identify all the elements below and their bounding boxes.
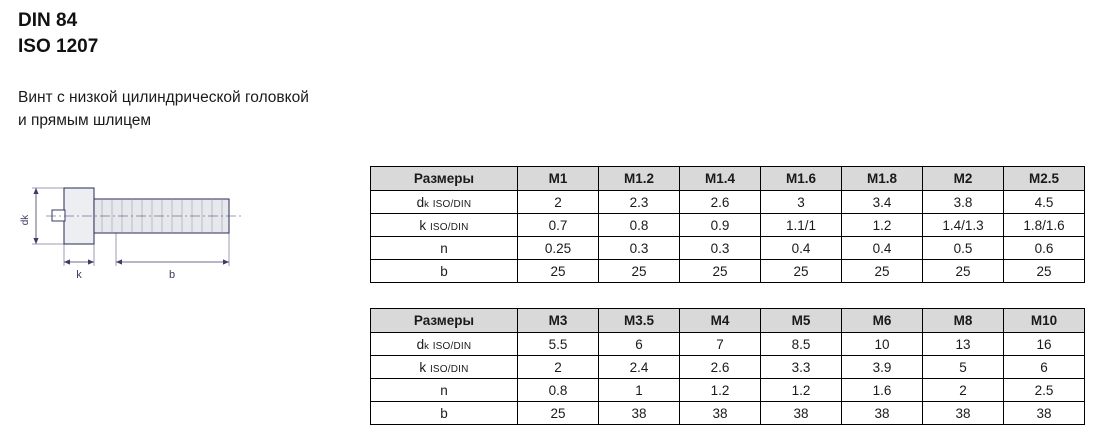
- table-1-cell-1-4: 1.2: [842, 214, 923, 237]
- table-2-cell-0-0: 5.5: [518, 333, 599, 356]
- table-1-cell-2-1: 0.3: [599, 237, 680, 260]
- left-column: [18, 8, 358, 132]
- screw-drawing-svg: [6, 166, 256, 286]
- b-arrow-left: [116, 259, 122, 264]
- table-1-cell-1-3: 1.1/1: [761, 214, 842, 237]
- b-arrow-right: [223, 259, 229, 264]
- table-1-cell-0-2: 2.6: [680, 191, 761, 214]
- table-1-row-1-label-main: k: [419, 217, 427, 233]
- table-header-row: [371, 167, 1085, 191]
- table-1-cell-2-5: 0.5: [923, 237, 1004, 260]
- table-1-header-2: M1.2: [599, 167, 680, 191]
- dimensions-table-small: [370, 166, 1085, 283]
- standard-line-iso: ISO 1207: [18, 36, 99, 57]
- dk-arrow-bottom: [33, 238, 38, 244]
- dimensions-table-large: [370, 308, 1085, 425]
- table-2-cell-3-3: 38: [761, 402, 842, 425]
- spec-table-2: [370, 308, 1085, 425]
- table-2-header-7: M10: [1004, 309, 1085, 333]
- table-1-header-6: M2: [923, 167, 1004, 191]
- table-2-body: [371, 333, 1085, 425]
- table-1-cell-2-4: 0.4: [842, 237, 923, 260]
- table-1-cell-3-2: 25: [680, 260, 761, 283]
- table-1-header-4: M1.6: [761, 167, 842, 191]
- description-line-2: и прямым шлицем: [18, 112, 152, 129]
- table-1-cell-0-1: 2.3: [599, 191, 680, 214]
- standard-line-din: DIN 84: [18, 10, 78, 31]
- table-2-cell-1-3: 3.3: [761, 356, 842, 379]
- table-1-row-0-label-main: d: [416, 194, 425, 210]
- table-2-cell-0-2: 7: [680, 333, 761, 356]
- table-2-row-3-label: b: [371, 402, 518, 425]
- table-row: [371, 191, 1085, 214]
- screw-technical-drawing: [6, 166, 256, 286]
- table-row: [371, 214, 1085, 237]
- table-2-header-3: M4: [680, 309, 761, 333]
- table-1-cell-2-2: 0.3: [680, 237, 761, 260]
- table-2-cell-1-1: 2.4: [599, 356, 680, 379]
- table-1-body: [371, 191, 1085, 283]
- table-2-cell-3-2: 38: [680, 402, 761, 425]
- table-2-header-1: M3: [518, 309, 599, 333]
- table-2-header-2: M3.5: [599, 309, 680, 333]
- table-2-cell-2-4: 1.6: [842, 379, 923, 402]
- b-dimension-label: b: [168, 269, 176, 281]
- table-1-cell-3-5: 25: [923, 260, 1004, 283]
- table-2-cell-2-0: 0.8: [518, 379, 599, 402]
- table-1-cell-0-5: 3.8: [923, 191, 1004, 214]
- table-2-cell-1-2: 2.6: [680, 356, 761, 379]
- spec-table-1: [370, 166, 1085, 283]
- table-2-cell-2-3: 1.2: [761, 379, 842, 402]
- table-row: [371, 333, 1085, 356]
- table-2-cell-2-5: 2: [923, 379, 1004, 402]
- table-row: [371, 379, 1085, 402]
- table-2-cell-2-2: 1.2: [680, 379, 761, 402]
- table-1-cell-3-4: 25: [842, 260, 923, 283]
- table-1-cell-3-3: 25: [761, 260, 842, 283]
- k-dimension-label: k: [76, 269, 82, 281]
- table-2-cell-0-6: 16: [1004, 333, 1085, 356]
- table-1-head: [371, 167, 1085, 191]
- table-row: [371, 402, 1085, 425]
- product-description: [18, 86, 358, 132]
- table-1-row-0-label-tail: ISO/DIN: [432, 198, 472, 210]
- table-2-cell-1-6: 6: [1004, 356, 1085, 379]
- table-1-cell-1-6: 1.8/1.6: [1004, 214, 1085, 237]
- table-2-cell-3-1: 38: [599, 402, 680, 425]
- table-1-cell-1-0: 0.7: [518, 214, 599, 237]
- table-1-cell-0-0: 2: [518, 191, 599, 214]
- table-1-header-5: M1.8: [842, 167, 923, 191]
- table-1-row-1-label: [371, 214, 518, 237]
- table-2-row-1-label: [371, 356, 518, 379]
- dk-arrow-top: [33, 188, 38, 194]
- table-1-cell-3-0: 25: [518, 260, 599, 283]
- table-2-row-0-label: [371, 333, 518, 356]
- table-1-cell-0-4: 3.4: [842, 191, 923, 214]
- table-2-header-4: M5: [761, 309, 842, 333]
- k-arrow-left: [64, 259, 70, 264]
- table-header-row: [371, 309, 1085, 333]
- screw-slot-shape: [52, 210, 65, 221]
- table-1-cell-2-6: 0.6: [1004, 237, 1085, 260]
- table-1-cell-2-3: 0.4: [761, 237, 842, 260]
- table-1-row-0-label-sub: k: [424, 198, 429, 210]
- table-1-header-7: M2.5: [1004, 167, 1085, 191]
- table-1-cell-1-5: 1.4/1.3: [923, 214, 1004, 237]
- table-2-row-0-label-main: d: [416, 336, 425, 352]
- table-1-cell-3-6: 25: [1004, 260, 1085, 283]
- table-2-header-5: M6: [842, 309, 923, 333]
- table-1-header-0: Размеры: [371, 167, 518, 191]
- table-1-cell-1-2: 0.9: [680, 214, 761, 237]
- table-1-cell-3-1: 25: [599, 260, 680, 283]
- table-row: [371, 260, 1085, 283]
- table-2-cell-1-5: 5: [923, 356, 1004, 379]
- k-arrow-right: [88, 259, 94, 264]
- table-2-cell-2-6: 2.5: [1004, 379, 1085, 402]
- standard-title: [18, 8, 358, 60]
- table-1-cell-0-3: 3: [761, 191, 842, 214]
- table-2-row-0-label-sub: k: [424, 340, 429, 352]
- table-1-row-0-label: [371, 191, 518, 214]
- table-2-cell-3-0: 25: [518, 402, 599, 425]
- table-1-row-1-label-tail: ISO/DIN: [429, 221, 469, 233]
- table-1-header-3: M1.4: [680, 167, 761, 191]
- table-2-cell-0-5: 13: [923, 333, 1004, 356]
- table-row: [371, 356, 1085, 379]
- table-2-cell-1-4: 3.9: [842, 356, 923, 379]
- table-2-cell-1-0: 2: [518, 356, 599, 379]
- table-2-row-2-label: n: [371, 379, 518, 402]
- table-1-header-1: M1: [518, 167, 599, 191]
- table-1-cell-2-0: 0.25: [518, 237, 599, 260]
- dk-dimension-label: dk: [20, 214, 31, 226]
- table-2-cell-3-5: 38: [923, 402, 1004, 425]
- table-row: [371, 237, 1085, 260]
- table-2-cell-0-4: 10: [842, 333, 923, 356]
- table-1-cell-0-6: 4.5: [1004, 191, 1085, 214]
- table-2-header-6: M8: [923, 309, 1004, 333]
- table-2-row-1-label-tail: ISO/DIN: [429, 363, 469, 375]
- description-line-1: Винт с низкой цилиндрической головкой: [18, 89, 309, 106]
- table-1-row-2-label: n: [371, 237, 518, 260]
- table-2-cell-3-6: 38: [1004, 402, 1085, 425]
- table-2-row-0-label-tail: ISO/DIN: [432, 340, 472, 352]
- table-2-head: [371, 309, 1085, 333]
- table-2-cell-0-3: 8.5: [761, 333, 842, 356]
- table-1-row-3-label: b: [371, 260, 518, 283]
- table-2-header-0: Размеры: [371, 309, 518, 333]
- table-1-cell-1-1: 0.8: [599, 214, 680, 237]
- table-2-cell-3-4: 38: [842, 402, 923, 425]
- table-2-cell-0-1: 6: [599, 333, 680, 356]
- table-2-row-1-label-main: k: [419, 359, 427, 375]
- table-2-cell-2-1: 1: [599, 379, 680, 402]
